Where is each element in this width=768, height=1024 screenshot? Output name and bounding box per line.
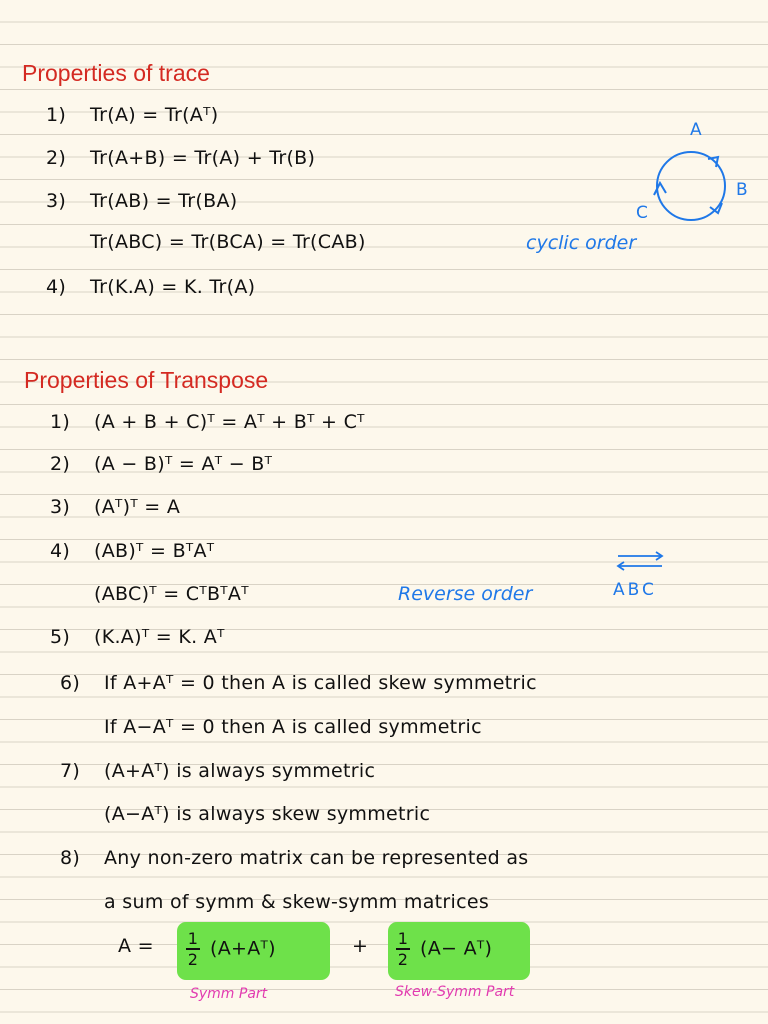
transpose-item-2 xyxy=(50,453,272,475)
item-number: 5) xyxy=(50,626,71,648)
trace-item-4 xyxy=(46,276,255,298)
transpose-item-8b xyxy=(60,891,489,913)
item-text: Tr(ABC) = Tr(BCA) = Tr(CAB) xyxy=(90,231,366,253)
diagram-label-b: B xyxy=(736,180,748,200)
transpose-item-7 xyxy=(60,760,375,782)
fraction-denominator: 2 xyxy=(397,949,409,969)
item-number: 6) xyxy=(60,672,81,694)
transpose-item-5 xyxy=(50,626,225,648)
trace-item-1 xyxy=(46,104,218,126)
transpose-item-6 xyxy=(60,672,537,694)
item-text: (A + B + C)ᵀ = Aᵀ + Bᵀ + Cᵀ xyxy=(94,411,365,433)
item-text: (A+Aᵀ) is always symmetric xyxy=(104,760,376,782)
symm-part-term xyxy=(186,930,276,968)
item-number: 2) xyxy=(46,147,67,169)
item-text: If A−Aᵀ = 0 then A is called symmetric xyxy=(104,716,482,738)
transpose-item-3 xyxy=(50,496,180,518)
formula-lhs: A = xyxy=(118,935,154,957)
item-text: Tr(K.A) = K. Tr(A) xyxy=(90,276,256,298)
item-text: (AB)ᵀ = BᵀAᵀ xyxy=(94,540,215,562)
item-text: If A+Aᵀ = 0 then A is called skew symmetric xyxy=(104,672,537,694)
half-fraction xyxy=(186,930,200,968)
trace-heading: Properties of trace xyxy=(22,60,210,86)
fraction-numerator: 1 xyxy=(397,929,409,948)
fraction-denominator: 2 xyxy=(187,949,199,969)
item-text: Tr(A) = Tr(Aᵀ) xyxy=(90,104,219,126)
transpose-item-7b xyxy=(60,803,430,825)
diagram-label-a: A xyxy=(690,120,702,140)
term-text: (A+Aᵀ) xyxy=(210,937,276,960)
item-number: 7) xyxy=(60,760,81,782)
trace-item-3b xyxy=(46,231,366,253)
item-text: (A − B)ᵀ = Aᵀ − Bᵀ xyxy=(94,453,273,475)
half-fraction xyxy=(396,930,410,968)
item-number: 4) xyxy=(46,276,67,298)
diagram-label-c: C xyxy=(636,203,648,223)
cyclic-diagram xyxy=(630,115,760,230)
trace-item-3 xyxy=(46,190,237,212)
item-number: 3) xyxy=(50,496,71,518)
transpose-item-8 xyxy=(60,847,528,869)
transpose-item-4 xyxy=(50,540,214,562)
trace-item-2 xyxy=(46,147,315,169)
formula-plus: + xyxy=(352,935,369,957)
transpose-item-1 xyxy=(50,411,365,433)
item-text: a sum of symm & skew-symm matrices xyxy=(104,891,490,913)
item-number: 4) xyxy=(50,540,71,562)
skew-symm-part-label: Skew-Symm Part xyxy=(395,984,515,1000)
item-text: (A−Aᵀ) is always skew symmetric xyxy=(104,803,431,825)
item-number: 8) xyxy=(60,847,81,869)
item-number: 2) xyxy=(50,453,71,475)
item-number: 3) xyxy=(46,190,67,212)
symm-part-label: Symm Part xyxy=(190,986,268,1002)
item-text: Any non-zero matrix can be represented as xyxy=(104,847,529,869)
item-text: (ABC)ᵀ = CᵀBᵀAᵀ xyxy=(94,583,249,605)
skew-part-term xyxy=(396,930,492,968)
item-text: (K.A)ᵀ = K. Aᵀ xyxy=(94,626,225,648)
cycle-arrow-icon xyxy=(654,183,666,195)
fraction-numerator: 1 xyxy=(187,929,199,948)
reverse-order-note: Reverse order xyxy=(398,583,533,605)
transpose-heading: Properties of Transpose xyxy=(24,367,269,393)
reverse-letters: ABC xyxy=(613,580,657,600)
item-text: (Aᵀ)ᵀ = A xyxy=(94,496,181,518)
cycle-arrow-icon xyxy=(708,157,718,167)
item-number: 1) xyxy=(46,104,67,126)
item-text: Tr(A+B) = Tr(A) + Tr(B) xyxy=(90,147,316,169)
item-text: Tr(AB) = Tr(BA) xyxy=(90,190,238,212)
item-number: 1) xyxy=(50,411,71,433)
double-arrow-icon xyxy=(614,550,666,572)
transpose-item-4b xyxy=(50,583,249,605)
transpose-item-6b xyxy=(60,716,482,738)
cyclic-order-note: cyclic order xyxy=(526,232,637,254)
term-text: (A− Aᵀ) xyxy=(420,937,493,960)
